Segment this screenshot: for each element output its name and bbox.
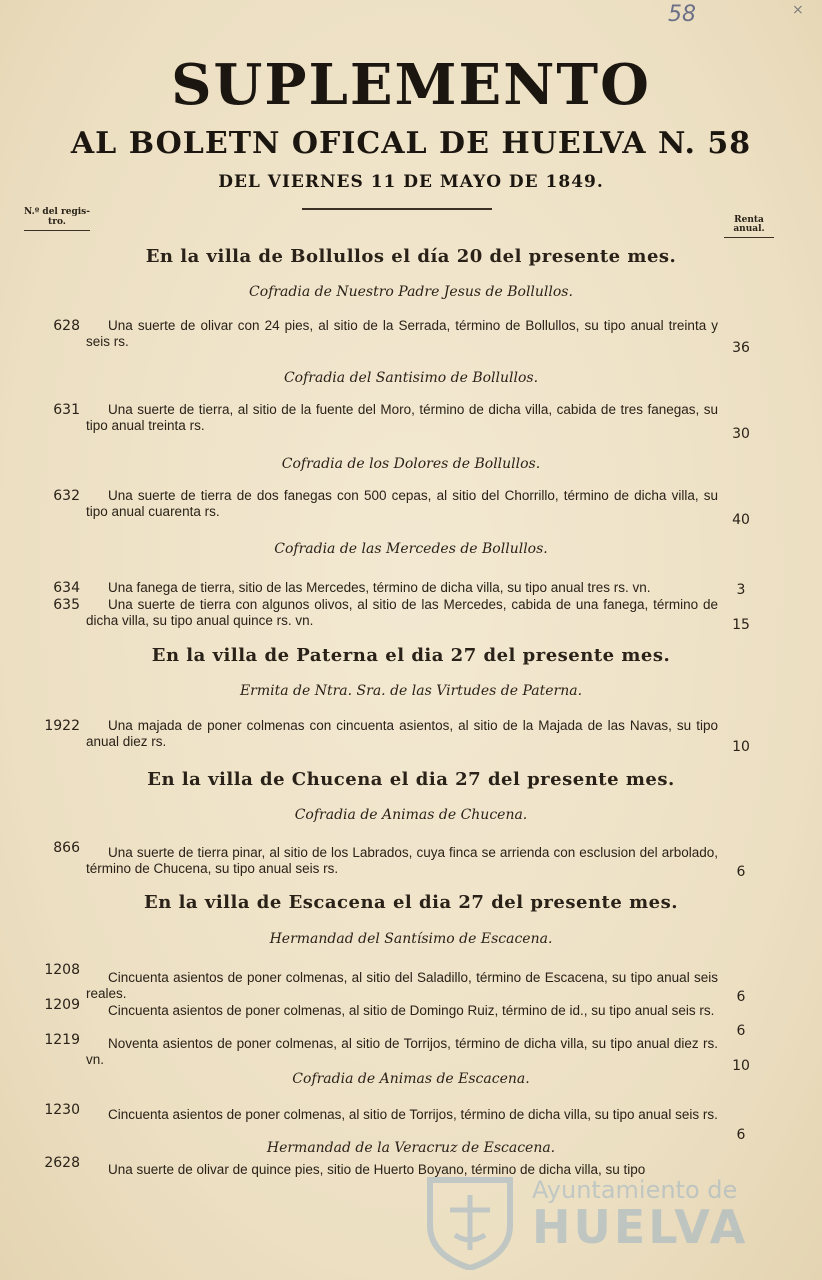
- brotherhood-heading: Cofradia de Animas de Chucena.: [294, 807, 528, 823]
- entry-description: Una suerte de tierra pinar, al sitio de los Labrados, cuya finca se arrienda con esclusion del arbolado, término de Chucena, su tipo anual seis rs.: [86, 845, 718, 876]
- watermark-line-2: HUELVA: [532, 1200, 749, 1254]
- entry-rent: 6: [736, 1023, 746, 1039]
- entry-registry-number: 628: [53, 318, 80, 334]
- document-title: SUPLEMENTO: [171, 52, 651, 118]
- column-header-rent: Renta anual.: [724, 216, 774, 238]
- brotherhood-heading: Ermita de Ntra. Sra. de las Virtudes de Paterna.: [239, 683, 583, 699]
- entry-rent: 15: [732, 617, 750, 633]
- entry-rent: 36: [732, 340, 750, 356]
- entry-registry-number: 634: [53, 580, 80, 596]
- brotherhood-heading: Cofradia de Animas de Escacena.: [292, 1071, 530, 1087]
- entry-registry-number: 2628: [44, 1155, 80, 1171]
- entry-description: Cincuenta asientos de poner colmenas, al sitio del Saladillo, término de Escacena, su tipo anual seis reales.: [86, 970, 718, 1001]
- entry-registry-number: 1230: [44, 1102, 80, 1118]
- entry-description: Una suerte de tierra con algunos olivos, al sitio de las Mercedes, cabida de una fanega, término de dicha villa, su tipo anual quince rs. vn.: [86, 597, 718, 628]
- header-divider: [302, 208, 492, 210]
- entry-description: Cincuenta asientos de poner colmenas, al sitio de Domingo Ruiz, término de id., su tipo anual seis rs.: [108, 1003, 715, 1018]
- entry-rent: 6: [736, 864, 746, 880]
- column-header-registry: N.º del regis-tro.: [24, 207, 90, 231]
- village-heading: En la villa de Paterna el dia 27 del presente mes.: [151, 645, 671, 666]
- entry-description: Una suerte de tierra, al sitio de la fuente del Moro, término de dicha villa, cabida de tres fanegas, su tipo anual treinta rs.: [86, 402, 718, 433]
- entry-description: Una suerte de olivar con 24 pies, al sitio de la Serrada, término de Bollullos, su tipo anual treinta y seis rs.: [86, 318, 718, 349]
- brotherhood-heading: Cofradia de Nuestro Padre Jesus de Bollullos.: [249, 284, 573, 300]
- entry-registry-number: 1208: [44, 962, 80, 978]
- entry-rent: 10: [732, 1058, 750, 1074]
- entry-rent: 30: [732, 426, 750, 442]
- entry-registry-number: 866: [53, 840, 80, 856]
- document-date: DEL VIERNES 11 DE MAYO DE 1849.: [218, 172, 604, 192]
- entry-registry-number: 1922: [44, 718, 80, 734]
- village-heading: En la villa de Escacena el dia 27 del presente mes.: [144, 892, 678, 913]
- village-heading: En la villa de Bollullos el día 20 del presente mes.: [145, 246, 677, 267]
- brotherhood-heading: Hermandad de la Veracruz de Escacena.: [266, 1140, 556, 1156]
- corner-mark: ×: [792, 2, 804, 18]
- brotherhood-heading: Cofradia de los Dolores de Bollullos.: [281, 456, 541, 472]
- entry-rent: 40: [732, 512, 750, 528]
- entry-description: Cincuenta asientos de poner colmenas, al sitio de Torrijos, término de dicha villa, su tipo anual seis rs.: [108, 1107, 718, 1122]
- brotherhood-heading: Cofradia de las Mercedes de Bollullos.: [274, 541, 548, 557]
- entry-rent: 6: [736, 1127, 746, 1143]
- brotherhood-heading: Cofradia del Santisimo de Bollullos.: [283, 370, 539, 386]
- village-heading: En la villa de Chucena el dia 27 del presente mes.: [147, 769, 675, 790]
- watermark-line-1: Ayuntamiento de: [532, 1176, 738, 1204]
- municipal-shield-icon: [420, 1170, 520, 1270]
- entry-rent: 3: [736, 582, 746, 598]
- entry-registry-number: 632: [53, 488, 80, 504]
- entry-description: Una suerte de olivar de quince pies, sitio de Huerto Boyano, término de dicha villa, su tipo: [108, 1162, 646, 1177]
- entry-registry-number: 631: [53, 402, 80, 418]
- entry-registry-number: 1209: [44, 997, 80, 1013]
- brotherhood-heading: Hermandad del Santísimo de Escacena.: [269, 931, 553, 947]
- entry-rent: 6: [736, 989, 746, 1005]
- entry-registry-number: 635: [53, 597, 80, 613]
- entry-rent: 10: [732, 739, 750, 755]
- entry-description: Una fanega de tierra, sitio de las Mercedes, término de dicha villa, su tipo anual tres rs. vn.: [108, 580, 651, 595]
- entry-description: Noventa asientos de poner colmenas, al sitio de Torrijos, término de dicha villa, su tipo anual diez rs. vn.: [86, 1036, 718, 1067]
- archive-watermark: [420, 1140, 750, 1270]
- entry-description: Una majada de poner colmenas con cincuenta asientos, al sitio de la Majada de las Navas, su tipo anual diez rs.: [86, 718, 718, 749]
- document-subtitle: AL BOLETN OFICAL DE HUELVA N. 58: [70, 126, 752, 161]
- entry-registry-number: 1219: [44, 1032, 80, 1048]
- handwritten-page-number: 58: [668, 2, 696, 27]
- entry-description: Una suerte de tierra de dos fanegas con 500 cepas, al sitio del Chorrillo, término de dicha villa, su tipo anual cuarenta rs.: [86, 488, 718, 519]
